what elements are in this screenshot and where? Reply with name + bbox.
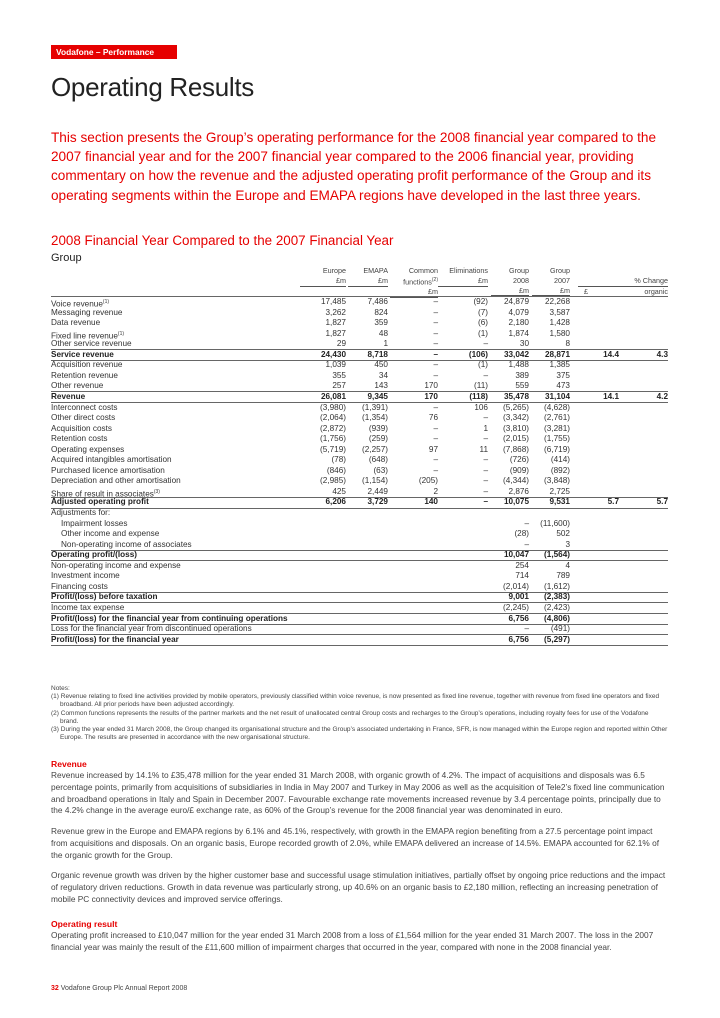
table-cell: 473 [556, 381, 570, 391]
col-header-g2008 [491, 266, 529, 296]
col-header-emapa [348, 266, 388, 287]
table-cell: 4 [565, 560, 570, 570]
table-cell: – [433, 339, 438, 349]
col-header-elim [438, 266, 488, 287]
intro-text: This section presents the Group’s operating performance for the 2008 financial year compared to the 2007 financial year and for the 2007 financial year compared to the 2006 financial year, providing commentary on how the revenue and the adjusted operating profit performance of the Group and its operating segments within the Europe and EMAPA regions have developed in the last three years. [51, 130, 657, 203]
table-row [51, 455, 668, 465]
table-cell: 76 [428, 413, 438, 423]
table-cell: (6) [477, 318, 488, 328]
row-label-text: Share of result in associates [51, 489, 154, 499]
table-cell: – [483, 455, 488, 465]
revenue-heading: Revenue [51, 759, 87, 769]
col-header-line: EMAPA [363, 266, 388, 275]
table-cell: – [433, 402, 438, 412]
col-header-line: £m [348, 276, 388, 287]
table-cell: 34 [378, 370, 388, 380]
table-cell: (2,761) [544, 413, 570, 423]
table-row [51, 550, 668, 560]
table-cell: (1) [477, 328, 488, 338]
table-cell: 17,485 [320, 297, 346, 306]
table-cell: 35,478 [503, 391, 529, 401]
table-cell: (414) [550, 455, 570, 465]
row-label: Operating expenses [51, 444, 125, 454]
col-header-g2007 [532, 266, 570, 296]
table-cell: (2,014) [503, 581, 529, 591]
row-label-text: Voice revenue [51, 299, 103, 309]
table-row [51, 540, 668, 550]
sub-heading: Group [51, 252, 82, 264]
table-row [51, 339, 668, 349]
table-row [51, 403, 668, 413]
page-footer [51, 985, 187, 992]
table-cell: 24,430 [320, 349, 346, 359]
table-cell: (3,848) [544, 476, 570, 486]
table-cell: 257 [332, 381, 346, 391]
table-cell: – [483, 497, 488, 507]
notes-title: Notes: [51, 685, 70, 692]
table-cell: (648) [368, 455, 388, 465]
col-header-line: Eliminations [449, 266, 488, 275]
table-cell: – [524, 624, 529, 634]
table-cell: 7,486 [367, 297, 388, 306]
table-row [51, 392, 668, 402]
table-cell: 9,531 [549, 497, 570, 507]
row-label: Other revenue [51, 381, 104, 391]
table-cell: (78) [331, 455, 346, 465]
table-cell: 29 [336, 339, 346, 349]
row-label: Other service revenue [51, 339, 132, 349]
footnote-ref: (1) [117, 330, 125, 337]
row-label: Other income and expense [61, 529, 160, 539]
table-cell: 1,039 [325, 360, 346, 370]
row-label: Income tax expense [51, 602, 125, 612]
table-cell: 1,385 [549, 360, 570, 370]
row-label: Acquired intangibles amortisation [51, 455, 172, 465]
table-cell: 10,047 [503, 550, 529, 560]
table-cell: 2,180 [508, 318, 529, 328]
row-label: Purchased licence amortisation [51, 465, 165, 475]
table-row [51, 413, 668, 423]
table-cell: – [483, 486, 488, 496]
table-cell: – [524, 539, 529, 549]
col-header-change [578, 276, 668, 297]
row-label: Profit/(loss) before taxation [51, 592, 158, 602]
row-label: Non-operating income of associates [61, 539, 192, 549]
table-cell: (491) [550, 624, 570, 634]
col-header-line: Group [550, 266, 570, 275]
note-1: (1) Revenue relating to fixed line activities provided by mobile operators, previously classified within voice revenue, is now presented as fixed line revenue, together with revenue from fixed line operators and fixed broadband. All prior periods have been adjusted accordingly. [51, 693, 660, 709]
col-header-line: Group [509, 266, 529, 275]
table-cell: 33,042 [503, 349, 529, 359]
col-header-line: 2007 [554, 275, 570, 285]
table-cell: 1,827 [325, 318, 346, 328]
table-cell: 1,874 [508, 328, 529, 338]
table-row [51, 360, 668, 370]
operating-result-heading: Operating result [51, 919, 118, 929]
table-cell: 1,428 [549, 318, 570, 328]
table-cell: 1 [383, 339, 388, 349]
revenue-paragraph-2: Revenue grew in the Europe and EMAPA regions by 6.1% and 45.1%, respectively, with growth in the EMAPA region benefiting from a 27.5 percentage point impact from acquisitions and disposals. On an organic basis, Europe recorded growth of 2.0%, while EMAPA delivered an increase of 14.5%. EMAPA accounted for 62.1% of the organic growth for the Group. [51, 826, 660, 860]
table-cell: 502 [556, 529, 570, 539]
table-cell: 9,345 [367, 391, 388, 401]
table-cell: 355 [332, 370, 346, 380]
table-cell: (118) [469, 391, 488, 401]
table-cell: 4,079 [508, 307, 529, 317]
table-row [51, 529, 668, 539]
row-label: Messaging revenue [51, 307, 123, 317]
table-cell: 389 [515, 370, 529, 380]
table-cell: (2,423) [544, 602, 570, 612]
table-cell: 10,075 [503, 497, 529, 507]
row-label: Other direct costs [51, 413, 116, 423]
footer-text: Vodafone Group Plc Annual Report 2008 [60, 985, 188, 992]
col-header-change-title: % Change [578, 276, 668, 287]
row-label: Revenue [51, 391, 86, 401]
table-cell: 3,262 [325, 307, 346, 317]
table-cell: 559 [515, 381, 529, 391]
col-header-europe [300, 266, 346, 287]
table-cell: (2,257) [362, 444, 388, 454]
table-cell: – [483, 465, 488, 475]
table-row [51, 624, 668, 634]
table-cell: 6,756 [508, 613, 529, 623]
revenue-paragraph-1: Revenue increased by 14.1% to £35,478 million for the year ended 31 March 2008, with organic growth of 4.2%. The impact of acquisitions and disposals was 6.5 percentage points, primarily from acquisitions of subsidiaries in India in May 2007 and Turkey in May 2006 as well as the acquisition of Tele2’s fixed line communication and broadband operations in Italy and Spain in December 2007. Favourable exchange rate movements increased revenue by 3.4 percentage points, principally due to the 4.2% change in the average euro/£ exchange rate, as 60% of the Group’s revenue for the 2008 financial year was denominated in euro. [51, 770, 665, 816]
table-cell: – [433, 349, 438, 359]
table-cell: (2,015) [503, 434, 529, 444]
table-row [51, 519, 668, 529]
table-cell: (259) [368, 434, 388, 444]
table-cell: (4,344) [503, 476, 529, 486]
table-cell: 26,081 [320, 391, 346, 401]
table-cell: 1,580 [549, 328, 570, 338]
table-cell: 714 [515, 571, 529, 581]
table-cell: 1,827 [325, 328, 346, 338]
row-label: Non-operating income and expense [51, 560, 181, 570]
table-cell: (11,600) [540, 518, 570, 528]
table-cell: 2 [433, 486, 438, 496]
table-row [51, 603, 668, 613]
col-header-line: £m [491, 286, 529, 297]
table-cell: 2,449 [367, 486, 388, 496]
table-cell: (892) [550, 465, 570, 475]
table-row [51, 497, 668, 507]
table-cell: (909) [509, 465, 529, 475]
table-cell: 97 [428, 444, 438, 454]
table-cell: 106 [474, 402, 488, 412]
table-row [51, 308, 668, 318]
table-cell: – [433, 423, 438, 433]
table-cell: 8,718 [367, 349, 388, 359]
notes [51, 685, 668, 742]
table-cell: 5.7 [607, 497, 619, 507]
table-cell: (3,281) [544, 423, 570, 433]
table-cell: – [483, 434, 488, 444]
row-label: Investment income [51, 571, 120, 581]
table-cell: (2,245) [503, 602, 529, 612]
page-title: Operating Results [51, 72, 255, 102]
table-row [51, 582, 668, 592]
table-cell: – [433, 370, 438, 380]
table-cell: 170 [424, 381, 438, 391]
table-row [51, 476, 668, 486]
table-cell: (2,383) [544, 592, 570, 602]
row-label: Acquisition costs [51, 423, 112, 433]
row-label: Interconnect costs [51, 402, 118, 412]
table-cell: – [433, 297, 438, 306]
col-header-line: Common [408, 266, 438, 275]
row-label: Operating profit/(loss) [51, 550, 137, 560]
table-cell: 24,879 [503, 297, 529, 306]
col-header-line: £m [532, 286, 570, 297]
col-header-line: functions$^{(2)}$ [403, 276, 438, 287]
table-cell: 8 [565, 339, 570, 349]
table-cell: 22,268 [544, 297, 570, 306]
table-cell: (92) [473, 297, 488, 306]
row-label: Profit/(loss) for the financial year from continuing operations [51, 613, 288, 623]
table-cell: 824 [374, 307, 388, 317]
table-row [51, 487, 668, 497]
table-row [51, 329, 668, 339]
table-cell: – [433, 465, 438, 475]
row-label: Profit/(loss) for the financial year [51, 634, 179, 644]
table-cell: – [483, 339, 488, 349]
row-label: Retention costs [51, 434, 108, 444]
table-cell: – [433, 307, 438, 317]
table-cell: 31,104 [544, 391, 570, 401]
row-label: Service revenue [51, 349, 114, 359]
table-row [51, 592, 668, 602]
table-row [51, 614, 668, 624]
col-header-pound: £ [584, 286, 588, 296]
table-row [51, 297, 668, 307]
table-cell: 140 [424, 497, 438, 507]
table-row [51, 445, 668, 455]
table-cell: 14.1 [603, 391, 619, 401]
table-cell: (205) [418, 476, 438, 486]
table-row [51, 434, 668, 444]
table-cell: 143 [374, 381, 388, 391]
revenue-paragraph-3: Organic revenue growth was driven by the higher customer base and successful usage stimulation initiatives, partially offset by ongoing price reductions and the impact of regulatory driven reductions. Growth in data revenue was particularly strong, up 40.6% on an organic basis to £2,180 million, reflecting an increasing penetration of mobile PC connectivity devices and improved service offerings. [51, 870, 666, 904]
table-row [51, 508, 668, 518]
col-header-change-sub [578, 287, 668, 297]
table-cell: 6,756 [508, 634, 529, 644]
table-cell: (846) [326, 465, 346, 475]
table-row [51, 571, 668, 581]
table-cell: (1,756) [320, 434, 346, 444]
table-cell: (106) [468, 349, 488, 359]
table-row [51, 466, 668, 476]
section-heading: 2008 Financial Year Compared to the 2007 Financial Year [51, 233, 394, 248]
table-cell: (1,755) [544, 434, 570, 444]
table-cell: (3,980) [320, 402, 346, 412]
table-cell: 1,488 [508, 360, 529, 370]
table-cell: 375 [556, 370, 570, 380]
table-cell: 11 [479, 444, 488, 454]
row-label: Acquisition revenue [51, 360, 123, 370]
table-cell: (3,342) [503, 413, 529, 423]
page-number: 32 [51, 985, 59, 992]
table-cell: 14.4 [603, 349, 619, 359]
operating-result-paragraph: Operating profit increased to £10,047 million for the year ended 31 March 2008 from a loss of £1,564 million for the year ended 31 March 2007. The loss in the 2007 financial year was mainly the result of the £11,600 million of impairment charges that occurred in the year, compared with none in the 2008 financial year. [51, 930, 654, 952]
table-row [51, 424, 668, 434]
table-row [51, 561, 668, 571]
table-cell: 5.7 [656, 497, 668, 507]
table-cell: (4,628) [544, 402, 570, 412]
row-label: Loss for the financial year from discontinued operations [51, 624, 252, 634]
table-cell: 789 [556, 571, 570, 581]
table-cell: 28,871 [544, 349, 570, 359]
table-cell: (1,354) [362, 413, 388, 423]
table-cell: (2,872) [320, 423, 346, 433]
table-cell: (28) [514, 529, 529, 539]
row-label: Data revenue [51, 318, 101, 328]
table-cell: 3 [565, 539, 570, 549]
table-cell: 359 [374, 318, 388, 328]
col-header-organic: organic [644, 286, 668, 296]
table-cell: (2,985) [320, 476, 346, 486]
table-row [51, 318, 668, 328]
section-tag: Vodafone – Performance [51, 45, 177, 59]
note-2: (2) Common functions represents the results of the partner markets and the net result of unallocated central Group costs and recharges to the Group’s operations, including royalty fees for use of the Vodafone brand. [51, 709, 649, 725]
table-rule [51, 645, 668, 646]
table-cell: 48 [378, 328, 388, 338]
table-cell: – [433, 455, 438, 465]
table-cell: 254 [515, 560, 529, 570]
table-cell: 3,729 [367, 497, 388, 507]
table-cell: 450 [374, 360, 388, 370]
row-label: Depreciation and other amortisation [51, 476, 181, 486]
table-cell: – [433, 434, 438, 444]
table-cell: 30 [519, 339, 529, 349]
table-cell: (1,564) [544, 550, 570, 560]
table-cell: (3,810) [503, 423, 529, 433]
table-cell: (6,719) [544, 444, 570, 454]
row-label: Adjustments for: [51, 508, 111, 517]
col-header-line: £m [300, 276, 346, 287]
row-label-text: Fixed line revenue [51, 331, 118, 341]
row-label: Financing costs [51, 581, 108, 591]
table-cell: 6,206 [325, 497, 346, 507]
table-cell: (1) [477, 360, 488, 370]
table-cell: (2,064) [320, 413, 346, 423]
table-cell: 3,587 [549, 307, 570, 317]
table-row [51, 635, 668, 645]
table-row [51, 350, 668, 360]
table-cell: (7) [477, 307, 488, 317]
table-cell: – [433, 328, 438, 338]
table-cell: – [524, 518, 529, 528]
table-cell: 2,876 [508, 486, 529, 496]
row-label: Impairment losses [61, 518, 128, 528]
table-cell: 9,001 [508, 592, 529, 602]
table-cell: (4,806) [544, 613, 570, 623]
table-row [51, 381, 668, 391]
table-cell: – [433, 360, 438, 370]
table-cell: 425 [332, 486, 346, 496]
col-header-line: Europe [322, 266, 346, 275]
table-cell: (1,391) [362, 402, 388, 412]
col-header-line: £m [390, 287, 438, 298]
note-3: (3) During the year ended 31 March 2008, the Group changed its organisational structure and the Group’s associated undertaking in France, SFR, is now managed within the Europe region and reported within Other Europe. The results are presented in accordance with the new organisational structure. [51, 726, 668, 742]
table-cell: (11) [474, 381, 488, 391]
table-cell: (939) [368, 423, 388, 433]
row-label: Adjusted operating profit [51, 497, 149, 507]
table-cell: (726) [509, 455, 529, 465]
table-cell: (63) [373, 465, 388, 475]
table-cell: (7,868) [503, 444, 529, 454]
table-cell: 2,725 [549, 486, 570, 496]
table-cell: (1,612) [544, 581, 570, 591]
table-cell: (5,719) [320, 444, 346, 454]
row-label: Retention revenue [51, 370, 118, 380]
footnote-ref: (1) [102, 299, 110, 305]
table-cell: – [483, 413, 488, 423]
footnote-ref: (3) [153, 488, 160, 495]
table-row [51, 371, 668, 381]
table-cell: (5,297) [544, 634, 570, 644]
table-cell: 170 [424, 391, 438, 401]
table-cell: 1 [483, 423, 488, 433]
table-cell: – [433, 318, 438, 328]
table-cell: 4.3 [656, 349, 668, 359]
table-cell: – [483, 370, 488, 380]
table-cell: – [483, 476, 488, 486]
col-header-line: 2008 [513, 275, 529, 285]
table-cell: 4.2 [656, 391, 668, 401]
table-cell: (1,154) [362, 476, 388, 486]
col-header-line: £m [438, 276, 488, 287]
table-cell: (5,265) [503, 402, 529, 412]
col-header-common [390, 266, 438, 298]
